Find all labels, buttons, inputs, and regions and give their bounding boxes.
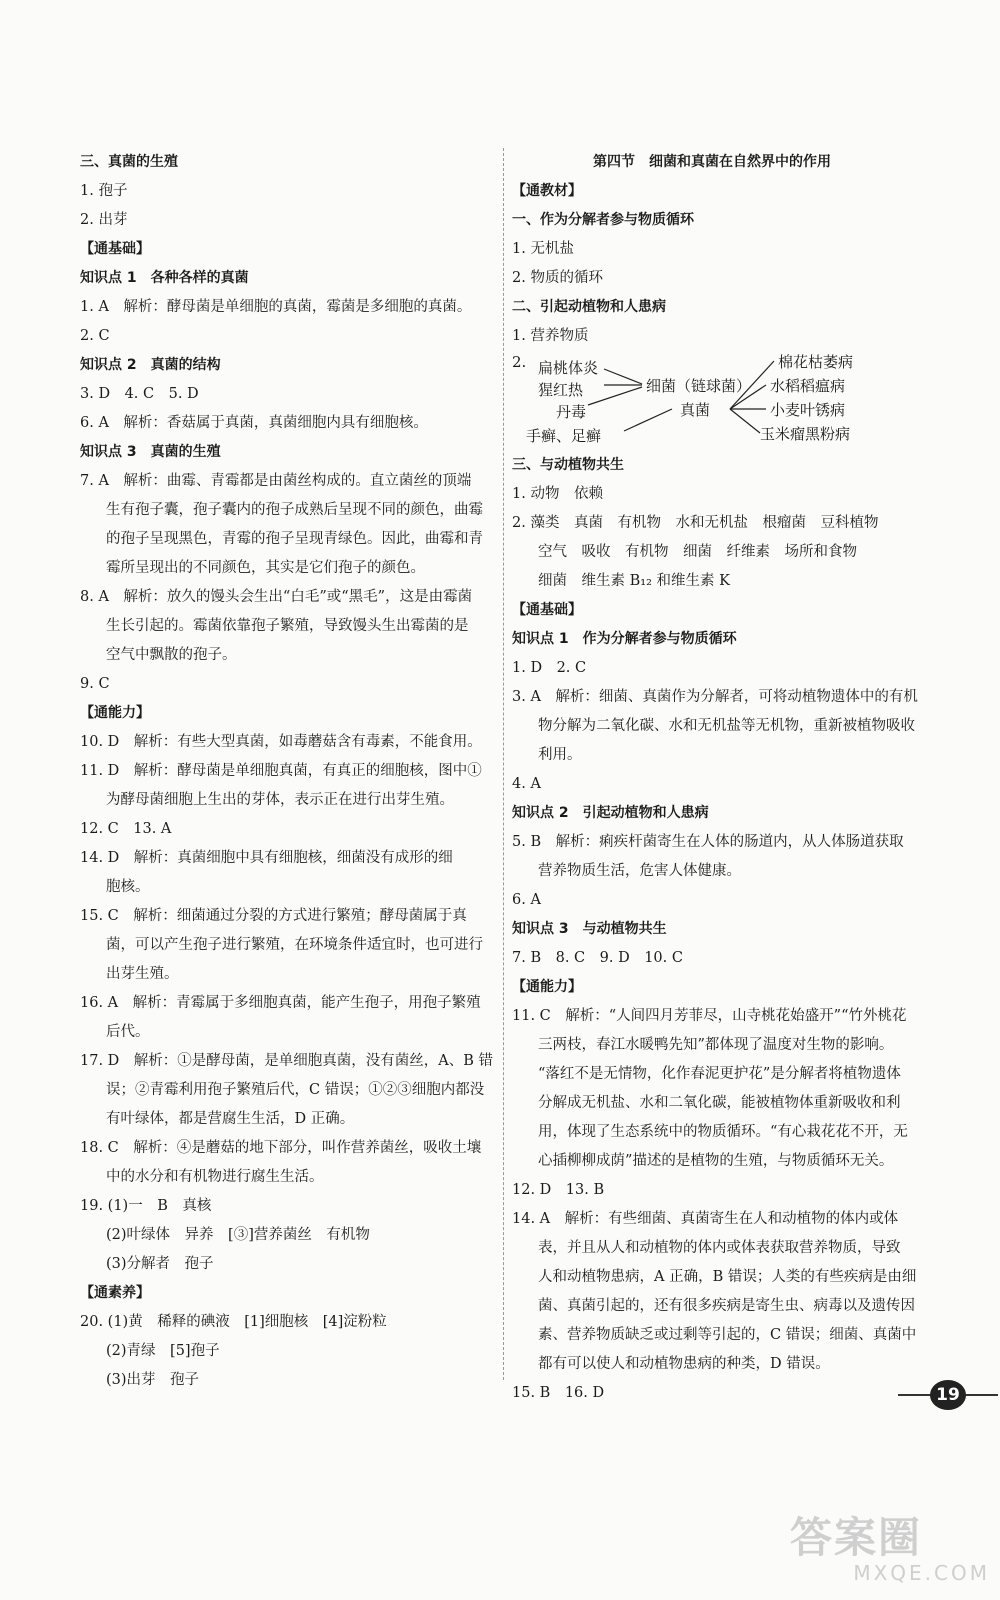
answer-line: 7. B 8. C 9. D 10. C bbox=[512, 950, 683, 966]
diagram-left-item: 丹毒 bbox=[556, 403, 587, 421]
section-heading: 知识点 2 引起动植物和人患病 bbox=[512, 805, 709, 821]
answer-line: 表，并且从人和动植物的体内或体表获取营养物质，导致 bbox=[538, 1240, 901, 1256]
section-heading: 三、真菌的生殖 bbox=[80, 154, 178, 170]
section-heading: 【通素养】 bbox=[80, 1285, 150, 1301]
section-heading: 【通能力】 bbox=[512, 979, 582, 995]
diagram-left-item: 扁桃体炎 bbox=[538, 359, 599, 377]
answer-line: 6. A 解析：香菇属于真菌，真菌细胞内具有细胞核。 bbox=[80, 415, 428, 431]
answer-line: 16. A 解析：青霉属于多细胞真菌，能产生孢子，用孢子繁殖 bbox=[80, 995, 481, 1011]
section-heading: 三、与动植物共生 bbox=[512, 457, 624, 473]
answer-line: 20. (1)黄 稀释的碘液 [1]细胞核 [4]淀粉粒 bbox=[80, 1314, 387, 1330]
answer-line: 15. B 16. D bbox=[512, 1385, 605, 1401]
answer-line: 3. A 解析：细菌、真菌作为分解者，可将动植物遗体中的有机 bbox=[512, 689, 918, 705]
answer-line: 物分解为二氧化碳、水和无机盐等无机物，重新被植物吸收 bbox=[538, 718, 915, 734]
section-heading: 【通能力】 bbox=[80, 705, 150, 721]
watermark-url: MXQE.COM bbox=[853, 1561, 990, 1585]
diagram-left-item: 猩红热 bbox=[538, 381, 584, 399]
answer-line: “落红不是无情物，化作春泥更护花”是分解者将植物遗体 bbox=[538, 1066, 901, 1082]
watermark-text: 答案圈 bbox=[790, 1513, 923, 1562]
answer-line: 三两枝，春江水暖鸭先知”都体现了温度对生物的影响。 bbox=[538, 1037, 894, 1053]
answer-line: 中的水分和有机物进行腐生生活。 bbox=[106, 1169, 324, 1185]
answer-line: 都有可以使人和动植物患病的种类，D 错误。 bbox=[538, 1356, 830, 1372]
answer-line: 6. A bbox=[512, 892, 541, 908]
answer-line: 营养物质生活，危害人体健康。 bbox=[538, 863, 741, 879]
right-column bbox=[512, 148, 918, 1408]
answer-line: 出芽生殖。 bbox=[106, 966, 179, 982]
diagram-right-item: 玉米瘤黑粉病 bbox=[760, 425, 851, 443]
section-heading: 知识点 3 与动植物共生 bbox=[512, 921, 667, 937]
answer-line: 15. C 解析：细菌通过分裂的方式进行繁殖；酵母菌属于真 bbox=[80, 908, 467, 924]
answer-line: (3)分解者 孢子 bbox=[106, 1256, 214, 1272]
answer-line: 11. C 解析：“人间四月芳菲尽，山寺桃花始盛开”“竹外桃花 bbox=[512, 1008, 907, 1024]
answer-line: 2. 出芽 bbox=[80, 212, 128, 228]
answer-line: 素、营养物质缺乏或过剩等引起的，C 错误；细菌、真菌中 bbox=[538, 1327, 917, 1343]
diagram-left-item: 手癣、足癣 bbox=[526, 427, 602, 445]
answer-line: 霉所呈现出的不同颜色，其实是它们孢子的颜色。 bbox=[106, 560, 425, 576]
section-heading: 二、引起动植物和人患病 bbox=[512, 299, 666, 315]
answer-line: (3)出芽 孢子 bbox=[106, 1372, 200, 1388]
right-top-lines bbox=[512, 148, 912, 351]
answer-line: 心插柳柳成荫”描述的是植物的生殖，与物质循环无关。 bbox=[538, 1153, 894, 1169]
diagram-number: 2. bbox=[512, 353, 527, 371]
answer-line: 空气中飘散的孢子。 bbox=[106, 647, 237, 663]
answer-line: 菌、真菌引起的，还有很多疾病是寄生虫、病毒以及遗传因 bbox=[538, 1298, 915, 1314]
answer-line: (2)叶绿体 异养 [③]营养菌丝 有机物 bbox=[106, 1227, 370, 1243]
answer-line: 生有孢子囊，孢子囊内的孢子成熟后呈现不同的颜色，曲霉 bbox=[106, 502, 483, 518]
answer-line: 14. D 解析：真菌细胞中具有细胞核，细菌没有成形的细 bbox=[80, 850, 453, 866]
answer-line: 9. C bbox=[80, 676, 110, 692]
answer-line: 细菌 维生素 B₁₂ 和维生素 K bbox=[538, 573, 730, 589]
right-bottom-lines bbox=[512, 451, 918, 1408]
answer-line: 1. A 解析：酵母菌是单细胞的真菌，霉菌是多细胞的真菌。 bbox=[80, 299, 472, 315]
answer-line: 5. B 解析：痢疾杆菌寄生在人体的肠道内，从人体肠道获取 bbox=[512, 834, 904, 850]
answer-line: (2)青绿 [5]孢子 bbox=[106, 1343, 220, 1359]
answer-line: 1. 无机盐 bbox=[512, 241, 574, 257]
answer-line: 8. A 解析：放久的馒头会生出“白毛”或“黑毛”，这是由霉菌 bbox=[80, 589, 473, 605]
answer-line: 空气 吸收 有机物 细菌 纤维素 场所和食物 bbox=[538, 544, 857, 560]
watermark bbox=[790, 1505, 990, 1595]
answer-line: 1. 动物 依赖 bbox=[512, 486, 603, 502]
section-heading: 知识点 2 真菌的结构 bbox=[80, 357, 221, 373]
answer-line: 胞核。 bbox=[106, 879, 150, 895]
answer-line: 1. 孢子 bbox=[80, 183, 128, 199]
section-heading: 知识点 1 作为分解者参与物质循环 bbox=[512, 631, 737, 647]
section-heading: 知识点 1 各种各样的真菌 bbox=[80, 270, 249, 286]
answer-line: 7. A 解析：曲霉、青霉都是由菌丝构成的。直立菌丝的顶端 bbox=[80, 473, 472, 489]
answer-line: 12. D 13. B bbox=[512, 1182, 605, 1198]
section-heading: 【通基础】 bbox=[512, 602, 582, 618]
answer-line: 菌，可以产生孢子进行繁殖，在环境条件适宜时，也可进行 bbox=[106, 937, 483, 953]
answer-line: 分解成无机盐、水和二氧化碳，能被植物体重新吸收和利 bbox=[538, 1095, 901, 1111]
section-heading: 知识点 3 真菌的生殖 bbox=[80, 444, 221, 460]
answer-line: 后代。 bbox=[106, 1024, 150, 1040]
diagram-center-fungi: 真菌 bbox=[680, 401, 711, 419]
answer-line: 利用。 bbox=[538, 747, 582, 763]
diagram-right-item: 棉花枯萎病 bbox=[778, 353, 854, 371]
section-heading: 一、作为分解者参与物质循环 bbox=[512, 212, 694, 228]
answer-line: 用，体现了生态系统中的物质循环。“有心栽花花不开，无 bbox=[538, 1124, 908, 1140]
section-heading: 【通基础】 bbox=[80, 241, 150, 257]
answer-line: 1. D 2. C bbox=[512, 660, 587, 676]
answer-line: 生长引起的。霉菌依靠孢子繁殖，导致馒头生出霉菌的是 bbox=[106, 618, 469, 634]
answer-line: 12. C 13. A bbox=[80, 821, 172, 837]
diagram-right-item: 小麦叶锈病 bbox=[770, 401, 846, 419]
disease-diagram bbox=[512, 351, 912, 451]
section-heading: 【通教材】 bbox=[512, 183, 582, 199]
diagram-center-bacteria: 细菌（链球菌） bbox=[646, 377, 752, 395]
answer-line: 17. D 解析：①是酵母菌，是单细胞真菌，没有菌丝，A、B 错 bbox=[80, 1053, 494, 1069]
answer-line: 2. 物质的循环 bbox=[512, 270, 603, 286]
page-number: 19 bbox=[930, 1380, 966, 1410]
answer-line: 的孢子呈现黑色，青霉的孢子呈现青绿色。因此，曲霉和青 bbox=[106, 531, 483, 547]
answer-line: 3. D 4. C 5. D bbox=[80, 386, 199, 402]
answer-line: 18. C 解析：④是蘑菇的地下部分，叫作营养菌丝，吸收土壤 bbox=[80, 1140, 482, 1156]
section-heading: 第四节 细菌和真菌在自然界中的作用 bbox=[593, 154, 831, 170]
left-column bbox=[80, 148, 510, 1395]
answer-line: 11. D 解析：酵母菌是单细胞真菌，有真正的细胞核，图中① bbox=[80, 763, 482, 779]
answer-line: 4. A bbox=[512, 776, 541, 792]
answer-line: 10. D 解析：有些大型真菌，如毒蘑菇含有毒素，不能食用。 bbox=[80, 734, 482, 750]
answer-line: 有叶绿体，都是营腐生生活，D 正确。 bbox=[106, 1111, 355, 1127]
answer-line: 2. 藻类 真菌 有机物 水和无机盐 根瘤菌 豆科植物 bbox=[512, 515, 879, 531]
answer-line: 1. 营养物质 bbox=[512, 328, 589, 344]
answer-line: 19. (1)一 B 真核 bbox=[80, 1198, 212, 1214]
answer-line: 2. C bbox=[80, 328, 110, 344]
answer-line: 为酵母菌细胞上生出的芽体，表示正在进行出芽生殖。 bbox=[106, 792, 454, 808]
answer-line: 误；②青霉利用孢子繁殖后代，C 错误；①②③细胞内都没 bbox=[106, 1082, 485, 1098]
diagram-right-item: 水稻稻瘟病 bbox=[770, 377, 846, 395]
answer-line: 人和动植物患病，A 正确，B 错误；人类的有些疾病是由细 bbox=[538, 1269, 917, 1285]
answer-line: 14. A 解析：有些细菌、真菌寄生在人和动植物的体内或体 bbox=[512, 1211, 899, 1227]
